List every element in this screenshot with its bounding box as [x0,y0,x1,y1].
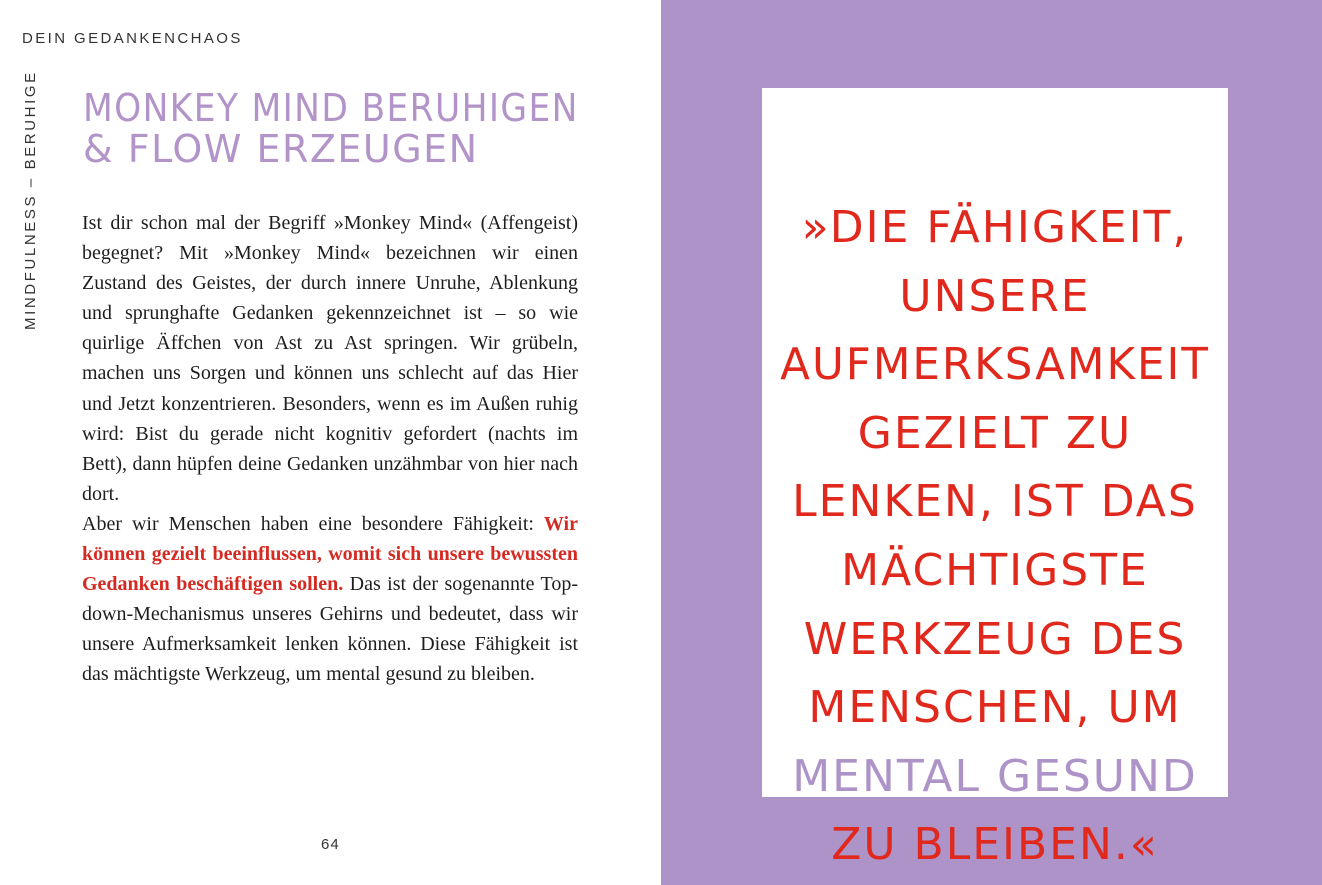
quote-line-10: ZU BLEIBEN.« [831,819,1159,871]
paragraph-2 [82,509,578,690]
title-line-1: MONKEY MIND BERUHIGEN [83,86,579,130]
page-title [83,88,603,170]
paragraph-2-rest: Das ist der sogenannte Top-down-Mechanismus unseres Gehirns und bedeutet, dass wir unsere Aufmerksamkeit lenken können. Diese Fähigkeit ist das mächtigste Werkzeug, um mental gesund zu bleiben. [82,573,578,686]
paragraph-2-intro: Aber wir Menschen haben eine besondere Fähigkeit: [82,512,544,535]
running-head: DEIN GEDANKENCHAOS [22,30,243,47]
quote-line-5: LENKEN, IST DAS [792,476,1198,528]
body-text [82,208,578,690]
title-line-2: & FLOW ERZEUGEN [83,127,479,171]
right-page [661,0,1322,885]
quote-line-1: »DIE FÄHIGKEIT, [801,202,1189,253]
quote [762,194,1228,880]
quote-card [762,88,1228,871]
quote-line-3: AUFMERKSAMKEIT [780,339,1210,391]
chapter-vertical-label: MINDFULNESS – BERUHIGE [22,70,39,330]
quote-line-7: WERKZEUG DES [803,613,1187,665]
paragraph-1: Ist dir schon mal der Begriff »Monkey Mind« (Affengeist) begegnet? Mit »Monkey Mind« bezeichnen wir einen Zustand des Geistes, der durch innere Unruhe, Ablenkung und sprunghafte Gedanken gekennzeichnet ist – so wie quirlige Äffchen von Ast zu Ast springen. Wir grübeln, machen uns Sorgen und können uns schlecht auf das Hier und Jetzt konzentrieren. Besonders, wenn es im Außen ruhig wird: Bist du gerade nicht kognitiv gefordert (nachts im Bett), dann hüpfen deine Gedanken unzähmbar von hier nach dort. [82,212,578,505]
quote-line-6: MÄCHTIGSTE [841,544,1149,596]
page-number: 64 [321,836,340,853]
quote-line-9-accent: MENTAL GESUND [792,750,1198,802]
quote-line-4: GEZIELT ZU [857,407,1133,459]
quote-line-2: UNSERE [899,270,1091,322]
highlighted-sentence: Wir können gezielt beeinflussen, womit sich unsere bewussten Gedanken beschäftigen sollen. [82,512,578,596]
quote-line-8: MENSCHEN, UM [808,682,1182,734]
